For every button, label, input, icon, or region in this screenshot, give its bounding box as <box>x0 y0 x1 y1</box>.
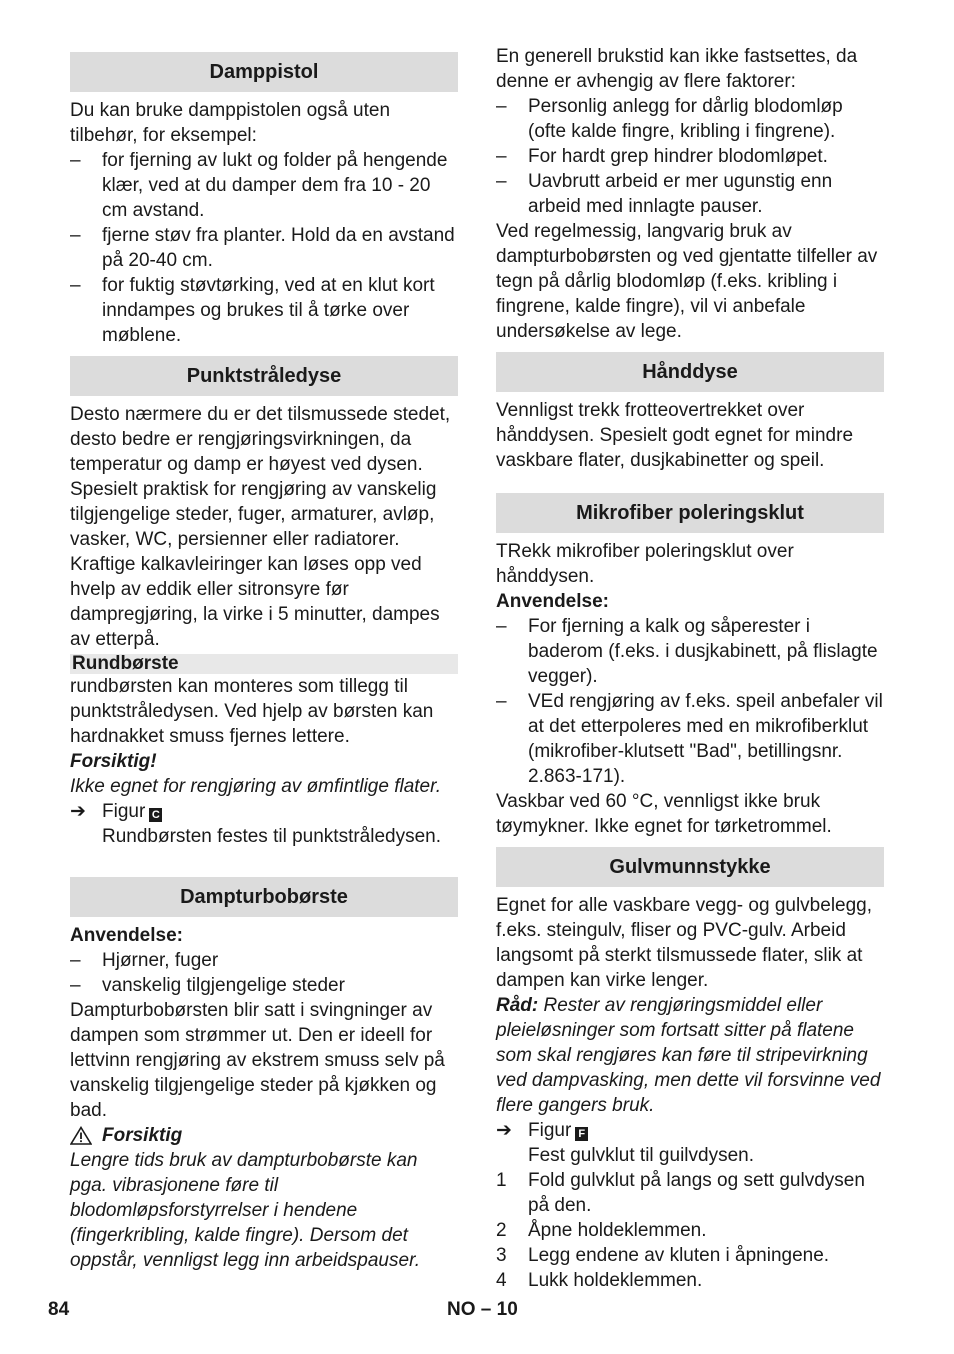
left-column <box>70 44 458 1273</box>
tip-paragraph <box>496 993 884 1118</box>
list-item: – Personlig anlegg for dårlig blodomløp (ofte kalde fingre, kribling i fingrene). <box>496 94 884 144</box>
warning-triangle-icon <box>70 1126 92 1145</box>
punkt-text: Desto nærmere du er det tilsmussede stedet, desto bedre er rengjøringsvirkningen, da temperatur og damp er høyest ved dysen. Spesielt praktisk for rengjøring av vanskelig tilgjengelige steder, fuger, armaturer, avløp, vasker, WC, persienner eller radiatorer. Kraftige kalkavleiringer kan løses opp ved hvelp av eddik eller sitronsyre før dampregjøring, la virke i 5 minutter, dampes av etterpå. <box>70 404 451 650</box>
figure-text: Fest gulvklut til guilvdysen. <box>528 1145 754 1166</box>
list-item: – for fuktig støvtørking, ved at en klut kort inndampes og brukes til å tørke over møblene. <box>70 273 458 348</box>
list-item: – For fjerning a kalk og såperester i baderom (f.eks. i dusjkabinett, på flislagte vegger). <box>496 614 884 689</box>
step-item: 4 Lukk holdeklemmen. <box>496 1270 703 1291</box>
figure-letter-badge: C <box>149 808 162 822</box>
page-number: 84 <box>48 1299 70 1320</box>
list-item: – Hjørner, fuger <box>70 948 458 973</box>
caution-text: Ikke egnet for rengjøring av ømfintlige flater. <box>70 776 442 797</box>
arrow-right-icon: ➔ <box>496 1120 512 1141</box>
section-label: NO – 10 <box>447 1299 518 1320</box>
arrow-right-icon: ➔ <box>70 801 86 822</box>
turbo-text: Dampturbobørsten blir satt i svingninger av dampen som strømmer ut. Den er ideell for lettvinn rengjøring av ekstrem smuss selv på vanskelig tilgjengelige steder på kjøkken og bad. <box>70 1000 445 1121</box>
list-item: – vanskelig tilgjengelige steder <box>70 973 458 998</box>
step-item: 2 Åpne holdeklemmen. <box>496 1220 707 1241</box>
heading-mikrofiber: Mikrofiber poleringsklut <box>496 493 884 533</box>
heading-gulvmunnstykke: Gulvmunnstykke <box>496 847 884 887</box>
figure-reference <box>496 1118 884 1143</box>
general-text: Ved regelmessig, langvarig bruk av dampturbobørsten og ved gjentatte tilfeller av tegn på dårlig blodomløp (f.eks. kribling i fingrene, kalde fingre), vil vi anbefale undersøkelse av lege. <box>496 221 878 342</box>
heading-rundborste: Rundbørste <box>70 654 458 674</box>
right-column <box>496 44 884 1293</box>
turbo-list <box>70 948 458 998</box>
mikro-text-2: Vaskbar ved 60 °C, vennligst ikke bruk tøymykner. Ikke egnet for tørketrommel. <box>496 791 832 837</box>
gulv-text: Egnet for alle vaskbare vegg- og gulvbelegg, f.eks. steingulv, fliser og PVC-gulv. Arbeid langsomt på sterkt tilsmussede flater, slik at dampen kan virke lenger. <box>496 895 873 991</box>
list-item: – VEd rengjøring av f.eks. speil anbefaler vil at det etterpoleres med en mikrofiberklut (mikrofiber-klutsett "Bad", betillingsnr. 2.863-171). <box>496 689 884 789</box>
heading-dampturboborste: Dampturbobørste <box>70 877 458 917</box>
step-item: 1 Fold gulvklut på langs og sett gulvdysen på den. <box>496 1170 865 1216</box>
list-item: – fjerne støv fra planter. Hold da en avstand på 20-40 cm. <box>70 223 458 273</box>
list-item: – Uavbrutt arbeid er mer ugunstig enn arbeid med innlagte pauser. <box>496 169 884 219</box>
warning-heading <box>70 1123 458 1148</box>
mikro-list <box>496 614 884 789</box>
use-label: Anvendelse: <box>70 925 183 946</box>
figure-reference <box>70 799 458 824</box>
mikro-text: TRekk mikrofiber poleringsklut over hånddysen. <box>496 541 794 587</box>
step-item: 3 Legg endene av kluten i åpningene. <box>496 1245 830 1266</box>
hand-text: Vennligst trekk frotteovertrekket over hånddysen. Spesielt godt egnet for mindre vaskbare flater, dusjkabinetter og speil. <box>496 400 854 471</box>
tip-label: Råd: <box>496 995 539 1016</box>
heading-damppistol: Damppistol <box>70 52 458 92</box>
heading-handdyse: Hånddyse <box>496 352 884 392</box>
use-label: Anvendelse: <box>496 591 609 612</box>
general-list <box>496 94 884 219</box>
figure-label: Figur <box>102 801 146 822</box>
damppistol-list <box>70 148 458 348</box>
warning-title: Forsiktig <box>102 1125 183 1146</box>
warning-text: Lengre tids bruk av dampturbobørste kan pga. vibrasjonene føre til blodomløpsforstyrrelser i hendene (fingerkribling, kalde fingre). Dersom det oppstår, vennligst legg inn arbeidspauser. <box>70 1150 420 1271</box>
steps-list <box>496 1168 884 1293</box>
tip-text: Rester av rengjøringsmiddel eller pleieløsninger som fortsatt sitter på flatene som skal rengjøres kan føre til stripevirkning ved dampvasking, men dette vil forsvinne ved flere gangers bruk. <box>496 995 881 1116</box>
list-item: – For hardt grep hindrer blodomløpet. <box>496 144 884 169</box>
figure-label: Figur <box>528 1120 572 1141</box>
figure-letter-badge: F <box>575 1127 588 1141</box>
heading-punktstraledyse: Punktstråledyse <box>70 356 458 396</box>
general-intro: En generell brukstid kan ikke fastsettes, da denne er avhengig av flere faktorer: <box>496 46 858 92</box>
list-item: – for fjerning av lukt og folder på hengende klær, ved at du damper dem fra 10 - 20 cm avstand. <box>70 148 458 223</box>
rund-text: rundbørsten kan monteres som tillegg til punktstråledysen. Ved hjelp av børsten kan hardnakket smuss fjernes lettere. <box>70 676 434 747</box>
figure-text: Rundbørsten festes til punktstråledysen. <box>102 826 442 847</box>
caution-title: Forsiktig! <box>70 751 157 772</box>
damppistol-intro: Du kan bruke damppistolen også uten tilbehør, for eksempel: <box>70 100 391 146</box>
